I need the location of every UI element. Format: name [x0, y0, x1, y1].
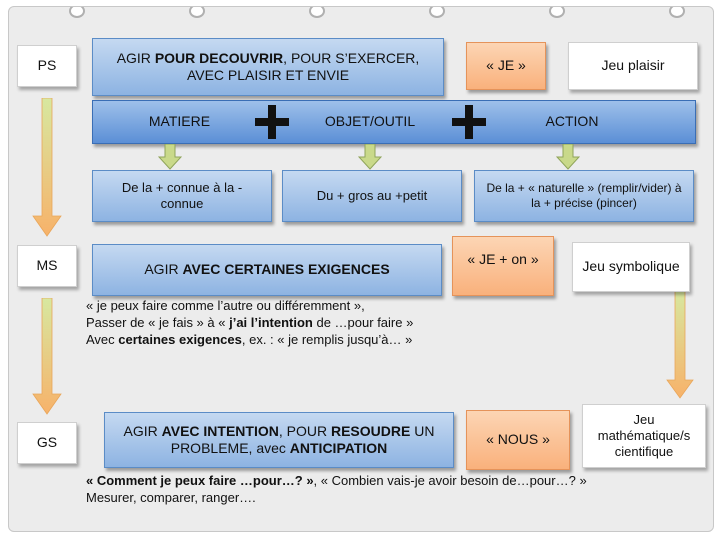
jeu-mathematique-box: [582, 404, 706, 468]
binder-ring: [69, 6, 85, 18]
down-arrow-icon: [358, 144, 382, 170]
jeu-plaisir-label: Jeu plaisir: [601, 57, 665, 74]
down-arrow-icon: [30, 98, 64, 238]
ms-line-2: Passer de « je fais » à « j’ai l’intention de …pour faire »: [86, 315, 414, 330]
naturelle-box: [474, 170, 694, 222]
down-arrow-icon: [30, 298, 64, 416]
level-gs: [17, 422, 77, 464]
binder-ring: [189, 6, 205, 18]
plus-icon: [255, 105, 289, 139]
level-ms: [17, 245, 77, 287]
je-on-label: « JE + on »: [467, 251, 539, 267]
level-gs-label: GS: [36, 434, 58, 451]
gs-line-2: Mesurer, comparer, ranger….: [86, 490, 256, 505]
agir-intention-box: [104, 412, 454, 468]
binder-ring: [429, 6, 445, 18]
binder-ring: [549, 6, 565, 18]
down-arrow-icon: [664, 290, 696, 400]
connue-box: [92, 170, 272, 222]
ms-line-3: Avec certaines exigences, ex. : « je remplis jusqu’à… »: [86, 332, 413, 347]
naturelle-label: De la + « naturelle » (remplir/vider) à la + précise (pincer): [486, 181, 682, 210]
binder-ring: [669, 6, 685, 18]
jeu-symbolique-label: Jeu symbolique: [582, 258, 680, 275]
level-ms-label: MS: [36, 257, 58, 274]
gros-petit-label: Du + gros au +petit: [316, 187, 428, 203]
plus-icon: [452, 105, 486, 139]
objet-label: OBJET/OUTIL: [324, 113, 416, 130]
nous-label: « NOUS »: [486, 431, 550, 448]
action-label: ACTION: [545, 113, 599, 130]
down-arrow-icon: [158, 144, 182, 170]
je-on-box: [452, 236, 554, 296]
connue-label: De la + connue à la - connue: [121, 179, 243, 211]
gs-line-1: « Comment je peux faire …pour…? », « Combien vais-je avoir besoin de…pour…? »: [86, 473, 587, 488]
jeu-symbolique-box: [572, 242, 690, 292]
ms-line-1: « je peux faire comme l’autre ou différemment »,: [86, 298, 365, 313]
jeu-mathematique-label: Jeu mathématique/s cientifique: [597, 411, 691, 460]
objet-cell: [290, 100, 450, 144]
gs-description: [86, 472, 587, 506]
je-box: [466, 42, 546, 90]
agir-exigences-box: [92, 244, 442, 296]
jeu-plaisir-box: [568, 42, 698, 90]
gros-petit-box: [282, 170, 462, 222]
level-ps: [17, 45, 77, 87]
agir-decouvrir-box: [92, 38, 444, 96]
nous-box: [466, 410, 570, 470]
je-label: « JE »: [486, 57, 526, 74]
down-arrow-icon: [556, 144, 580, 170]
matiere-label: MATIERE: [148, 113, 211, 130]
action-cell: [488, 100, 656, 144]
binder-ring: [309, 6, 325, 18]
ms-description: [86, 297, 413, 348]
agir-exigences-text: AGIR AVEC CERTAINES EXIGENCES: [144, 261, 390, 278]
level-ps-label: PS: [37, 57, 57, 74]
matiere-cell: [92, 100, 267, 144]
agir-decouvrir-text: AGIR POUR DECOUVRIR, POUR S’EXERCER, AVEC PLAISIR ET ENVIE: [116, 49, 420, 83]
agir-intention-text: AGIR AVEC INTENTION, POUR RESOUDRE UN PROBLEME, avec ANTICIPATION: [123, 422, 435, 456]
